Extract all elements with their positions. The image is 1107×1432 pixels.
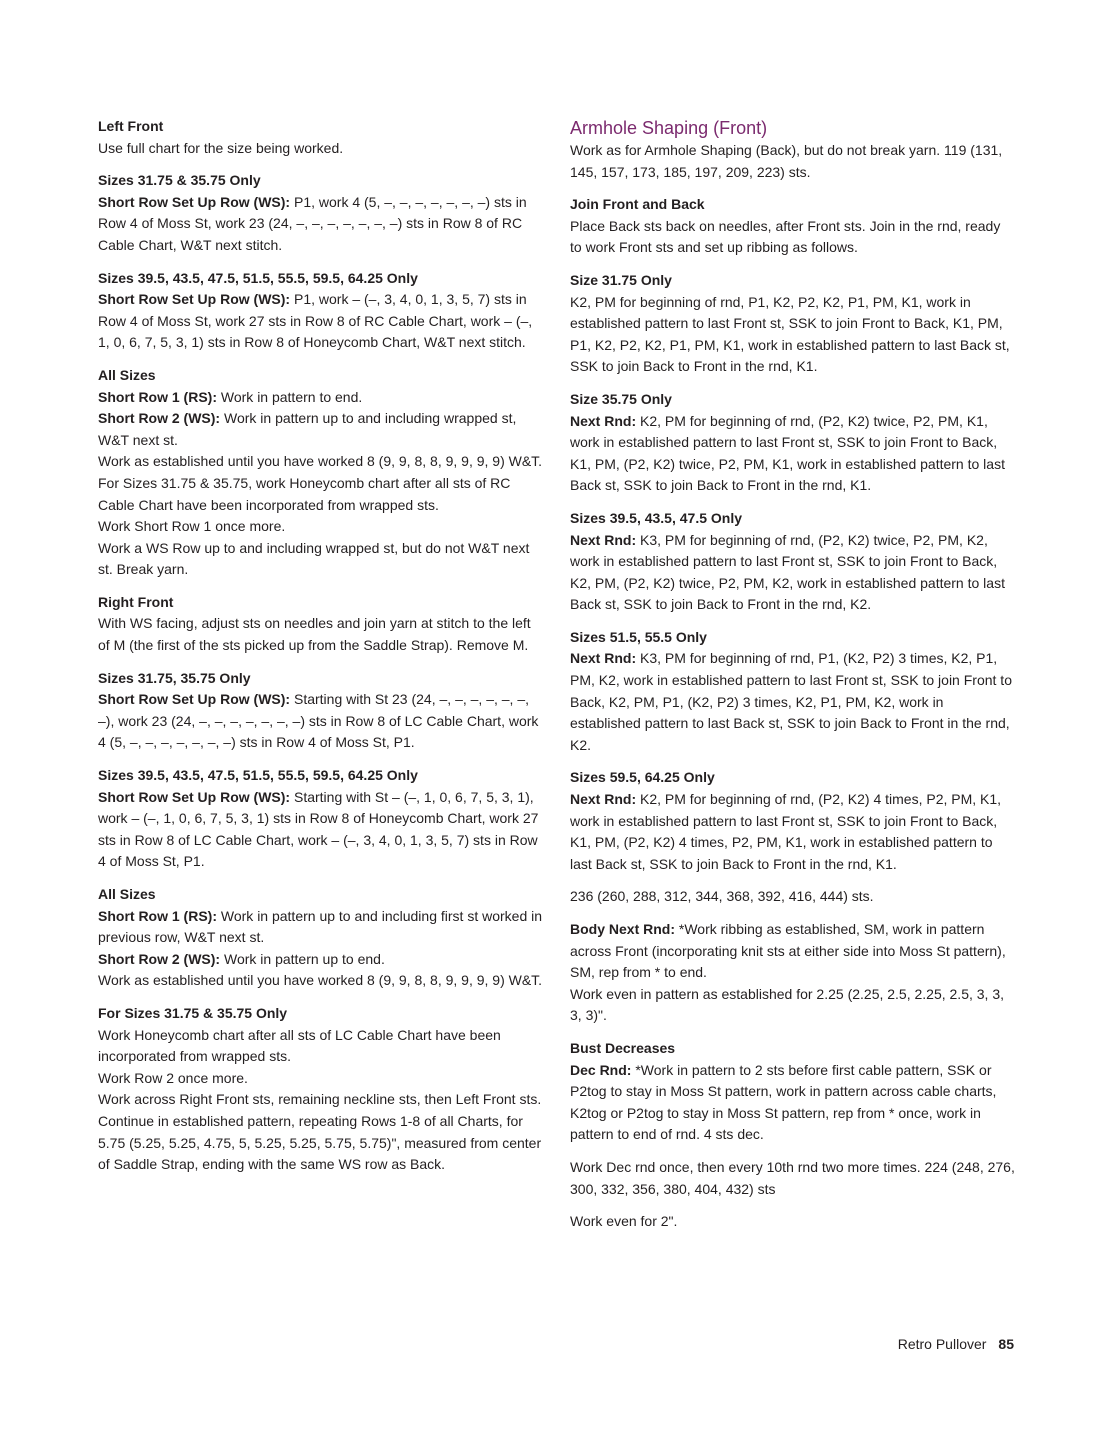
paragraph-text: K2, PM for beginning of rnd, (P2, K2) twice, P2, PM, K1, work in established pattern to last Front st, SSK to join Front to Back, K1, PM, (P2, K2) twice, P2, PM, K1, work in established pattern to last Back st, SSK to join Back to Front in the rnd, K1. xyxy=(570,412,1005,494)
instruction-label: Short Row Set Up Row (WS): xyxy=(98,193,291,210)
instruction-label: Short Row Set Up Row (WS): xyxy=(98,291,291,308)
section-heading: All Sizes xyxy=(98,366,156,383)
paragraph-text: Continue in established pattern, repeating Rows 1-8 of all Charts, for 5.75 (5.25, 5.25, 4.75, 5, 5.25, 5.25, 5.75, 5.75)", measured from center of Saddle Strap, ending with the same WS row as Back. xyxy=(98,1112,542,1173)
paragraph xyxy=(570,886,1015,908)
paragraph xyxy=(570,1211,1015,1233)
instruction-label: Body Next Rnd: xyxy=(570,921,675,937)
section xyxy=(98,765,543,873)
section-heading: Sizes 39.5, 43.5, 47.5 Only xyxy=(570,509,742,526)
instruction-label: Next Rnd: xyxy=(570,791,637,808)
paragraph xyxy=(98,289,543,354)
section xyxy=(98,884,543,992)
instruction-label: Next Rnd: xyxy=(570,650,637,667)
paragraph xyxy=(570,919,1015,984)
paragraph-text: 236 (260, 288, 312, 344, 368, 392, 416, 444) sts. xyxy=(570,888,874,905)
paragraph-text: *Work in pattern to 2 sts before first cable pattern, SSK or P2tog to stay in Moss St pattern, work in pattern across cable charts, K2tog or P2tog to stay in Moss St pattern, rep from * once, work in pattern to end of rnd. 4 sts dec. xyxy=(570,1061,997,1143)
paragraph-text: K2, PM for beginning of rnd, P1, K2, P2, K2, P1, PM, K1, work in established pattern to last Front st, SSK to join Front to Back, K1, PM, P1, K2, P2, K2, P1, PM, K1, work in established pattern to last Back st, SSK to join Back to Front in the rnd, K1. xyxy=(570,293,1010,375)
paragraph xyxy=(570,984,1015,1027)
paragraph-text: Work Short Row 1 once more. xyxy=(98,518,286,535)
section-heading: Sizes 31.75, 35.75 Only xyxy=(98,669,251,686)
section-heading: For Sizes 31.75 & 35.75 Only xyxy=(98,1004,288,1021)
section-heading: Size 35.75 Only xyxy=(570,390,672,407)
paragraph xyxy=(98,787,543,873)
paragraph-text: K3, PM for beginning of rnd, (P2, K2) twice, P2, PM, K2, work in established pattern to last Front st, SSK to join Front to Back, K2, PM, (P2, K2) twice, P2, PM, K2, work in established pattern to last Back st, SSK to join Back to Front in the rnd, K2. xyxy=(570,531,1005,613)
paragraph-text: Work as established until you have worked 8 (9, 9, 8, 8, 9, 9, 9, 9) W&T. xyxy=(98,972,543,989)
paragraph-text: Work Row 2 once more. xyxy=(98,1069,248,1086)
section-heading: Left Front xyxy=(98,118,164,134)
section xyxy=(570,194,1015,259)
section-heading: Sizes 39.5, 43.5, 47.5, 51.5, 55.5, 59.5, 64.25 Only xyxy=(98,767,418,784)
paragraph-text: Work Dec rnd once, then every 10th rnd two more times. 224 (248, 276, 300, 332, 356, 380, 404, 432) sts xyxy=(570,1158,1015,1197)
section xyxy=(570,270,1015,378)
paragraph xyxy=(98,408,543,451)
paragraph-text: Work in pattern up to and including first st worked in previous row, W&T next st. xyxy=(98,907,543,946)
section-heading: Sizes 51.5, 55.5 Only xyxy=(570,628,707,645)
instruction-label: Short Row 2 (WS): xyxy=(98,410,221,427)
paragraph xyxy=(98,1025,543,1068)
paragraph-text: K3, PM for beginning of rnd, P1, (K2, P2) 3 times, K2, P1, PM, K2, work in established pattern to last Front st, SSK to join Front to Back, K2, PM, P1, (K2, P2) 3 times, K2, P1, PM, K2, work in established pattern to last Back st, SSK to join Back to Front in the rnd, K2. xyxy=(570,650,1012,753)
paragraph-text: Work even for 2". xyxy=(570,1213,678,1230)
right-column xyxy=(570,116,1015,1244)
section xyxy=(98,592,543,657)
paragraph-text: Place Back sts back on needles, after Front sts. Join in the rnd, ready to work Front sts and set up ribbing as follows. xyxy=(570,217,1001,256)
paragraph-text: For Sizes 31.75 & 35.75, work Honeycomb chart after all sts of RC Cable Chart have been incorporated from wrapped sts. xyxy=(98,474,511,513)
section xyxy=(570,886,1015,908)
paragraph xyxy=(570,140,1015,183)
instruction-label: Short Row 1 (RS): xyxy=(98,907,217,924)
paragraph xyxy=(98,538,543,581)
paragraph xyxy=(98,1089,543,1111)
paragraph-text: P1, work – (–, 3, 4, 0, 1, 3, 5, 7) sts in Row 4 of Moss St, work 27 sts in Row 8 of RC Cable Chart, work – (–, 1, 0, 6, 7, 5, 3, 1) sts in Row 8 of Honeycomb Chart, W&T next stitch. xyxy=(98,291,533,351)
paragraph-text: Work across Right Front sts, remaining neckline sts, then Left Front sts. xyxy=(98,1091,542,1108)
section xyxy=(98,268,543,354)
paragraph-text: Work in pattern up to and including wrapped st, W&T next st. xyxy=(98,410,517,448)
paragraph xyxy=(98,516,543,538)
paragraph-text: Work in pattern to end. xyxy=(217,388,363,405)
section xyxy=(98,116,543,159)
paragraph xyxy=(98,1111,543,1176)
paragraph xyxy=(98,949,543,971)
section xyxy=(570,1157,1015,1200)
paragraph-text: Starting with St 23 (24, –, –, –, –, –, –, –), work 23 (24, –, –, –, –, –, –, –) sts in Row 8 of LC Cable Chart, work 4 (5, –, –, –, –, –, –, –) sts in Row 4 of Moss St, P1. xyxy=(98,691,539,751)
paragraph xyxy=(570,1060,1015,1146)
section xyxy=(570,1038,1015,1146)
instruction-label: Dec Rnd: xyxy=(570,1061,632,1078)
paragraph-text: P1, work 4 (5, –, –, –, –, –, –, –) sts in Row 4 of Moss St, work 23 (24, –, –, –, –, –, –, –) sts in Row 8 of RC Cable Chart, W&T next stitch. xyxy=(98,193,527,253)
paragraph xyxy=(98,970,543,992)
paragraph xyxy=(98,689,543,754)
section-title: Armhole Shaping (Front) xyxy=(570,118,768,138)
paragraph xyxy=(570,292,1015,378)
page-footer xyxy=(800,1336,1014,1352)
paragraph xyxy=(570,411,1015,497)
paragraph xyxy=(570,216,1015,259)
section-heading: Sizes 31.75 & 35.75 Only xyxy=(98,172,261,189)
paragraph-text: Use full chart for the size being worked. xyxy=(98,139,344,156)
section xyxy=(570,116,1015,183)
paragraph xyxy=(98,1068,543,1090)
paragraph xyxy=(98,906,543,949)
paragraph-text: Work a WS Row up to and including wrapped st, but do not W&T next st. Break yarn. xyxy=(98,539,530,578)
paragraph-text: Work in pattern up to end. xyxy=(220,950,385,967)
instruction-label: Next Rnd: xyxy=(570,412,637,429)
paragraph xyxy=(98,473,543,516)
paragraph-text: Work Honeycomb chart after all sts of LC Cable Chart have been incorporated from wrapped sts. xyxy=(98,1026,501,1065)
paragraph xyxy=(570,1157,1015,1200)
paragraph xyxy=(98,613,543,656)
page-number: 85 xyxy=(998,1336,1014,1352)
instruction-label: Short Row Set Up Row (WS): xyxy=(98,691,291,708)
section-heading: Sizes 59.5, 64.25 Only xyxy=(570,769,715,786)
section xyxy=(98,365,543,581)
section-heading: Size 31.75 Only xyxy=(570,271,672,288)
paragraph-text: Work as for Armhole Shaping (Back), but do not break yarn. 119 (131, 145, 157, 173, 185, 197, 209, 223) sts. xyxy=(570,142,1003,180)
paragraph xyxy=(570,789,1015,875)
section-heading: Sizes 39.5, 43.5, 47.5, 51.5, 55.5, 59.5, 64.25 Only xyxy=(98,269,418,286)
section xyxy=(570,627,1015,757)
paragraph-text: Work even in pattern as established for 2.25 (2.25, 2.5, 2.25, 2.5, 3, 3, 3, 3)". xyxy=(570,985,1005,1024)
section xyxy=(570,389,1015,497)
section xyxy=(570,919,1015,1027)
instruction-label: Next Rnd: xyxy=(570,531,637,548)
paragraph xyxy=(570,648,1015,756)
paragraph xyxy=(98,138,543,160)
running-title: Retro Pullover xyxy=(897,1336,987,1352)
paragraph-text: Work as established until you have worked 8 (9, 9, 8, 8, 9, 9, 9, 9) W&T. xyxy=(98,453,543,470)
section xyxy=(98,170,543,256)
paragraph-text: K2, PM for beginning of rnd, (P2, K2) 4 times, P2, PM, K1, work in established pattern to last Front st, SSK to join Front to Back, K1, PM, (P2, K2) 4 times, P2, PM, K1, work in established pattern to last Back st, SSK to join Back to Front in the rnd, K1. xyxy=(570,791,1002,872)
paragraph xyxy=(98,387,543,409)
paragraph xyxy=(98,451,543,473)
instruction-label: Short Row Set Up Row (WS): xyxy=(98,788,291,805)
section-heading: All Sizes xyxy=(98,886,156,902)
paragraph-text: With WS facing, adjust sts on needles and join yarn at stitch to the left of M (the first of the sts picked up from the Saddle Strap). Remove M. xyxy=(98,615,531,654)
section-heading: Join Front and Back xyxy=(570,196,705,213)
section-heading: Bust Decreases xyxy=(570,1039,676,1056)
section xyxy=(570,508,1015,616)
paragraph xyxy=(570,530,1015,616)
section xyxy=(570,767,1015,875)
section xyxy=(98,1003,543,1176)
paragraph-text: *Work ribbing as established, SM, work in pattern across Front (incorporating knit sts at either side into Moss St pattern), SM, rep from * to end. xyxy=(570,921,1006,981)
paragraph-text: Starting with St – (–, 1, 0, 6, 7, 5, 3, 1), work – (–, 1, 0, 6, 7, 5, 3, 1) sts in Row 8 of Honeycomb Chart, work 27 sts in Row 8 of LC Cable Chart, work – (–, 3, 4, 0, 1, 3, 5, 7) sts in Row 4 of Moss St, P1. xyxy=(98,788,539,870)
instruction-label: Short Row 1 (RS): xyxy=(98,388,217,405)
instruction-label: Short Row 2 (WS): xyxy=(98,950,221,967)
section xyxy=(570,1211,1015,1233)
paragraph xyxy=(98,192,543,257)
left-column xyxy=(98,116,543,1187)
section xyxy=(98,668,543,754)
section-heading: Right Front xyxy=(98,593,174,610)
